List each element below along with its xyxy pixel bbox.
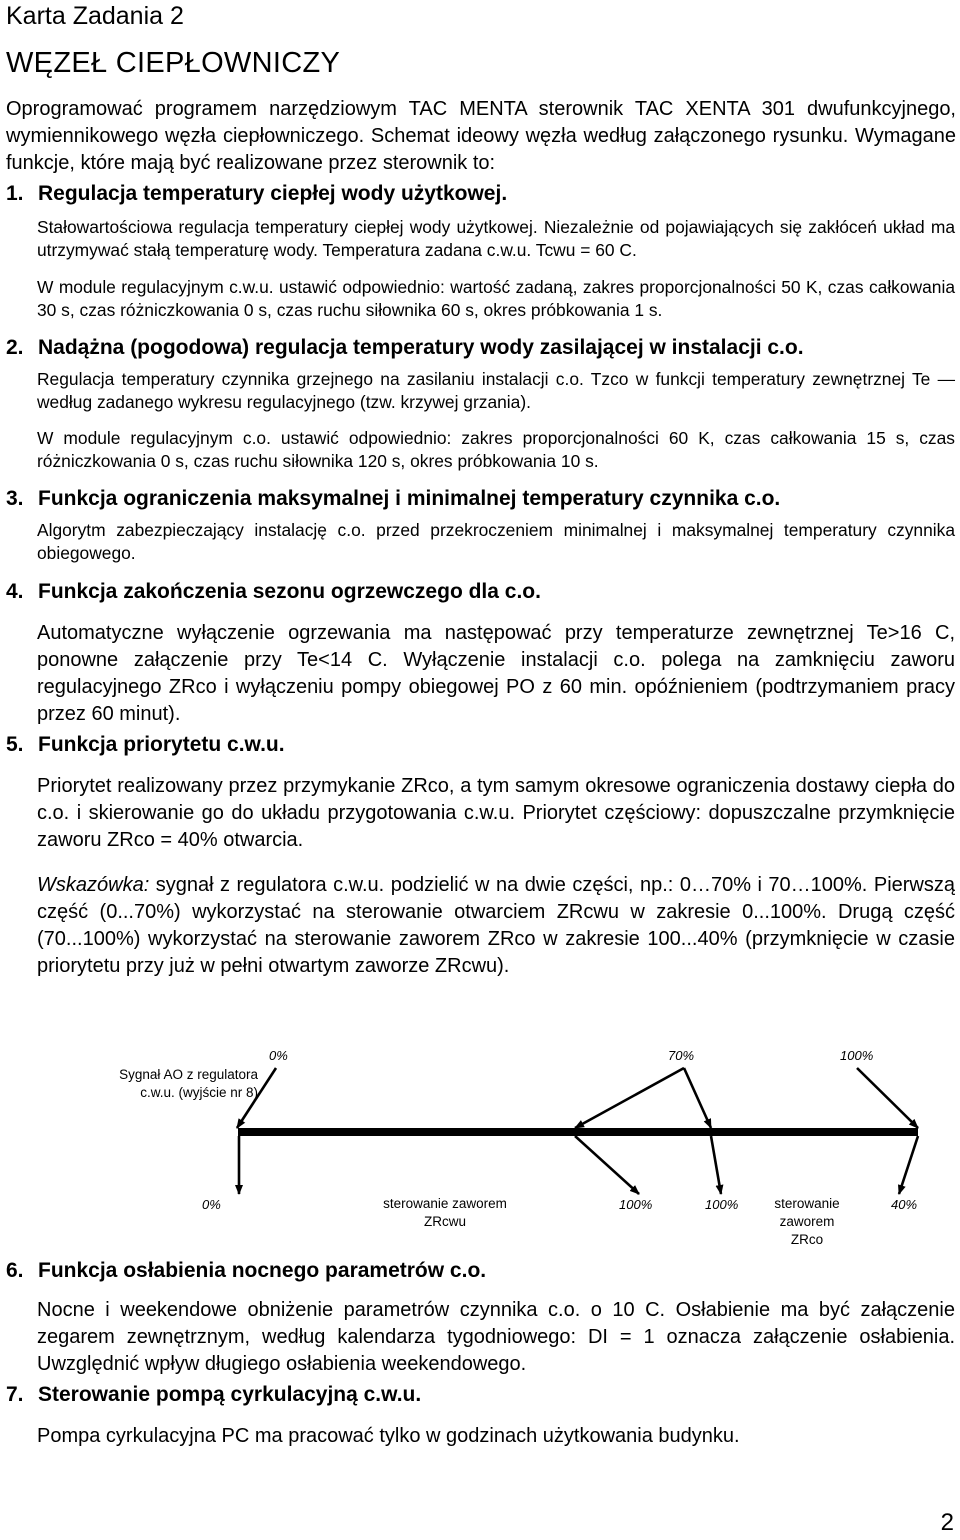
section-title: Funkcja ograniczenia maksymalnej i minimalnej temperatury czynnika c.o. — [38, 487, 781, 510]
section-number: 2. — [6, 336, 24, 359]
section-1-paragraph-1: Stałowartościowa regulacja temperatury ciepłej wody użytkowej. Niezależnie od pojawiających się zakłóceń układ ma utrzymywać stałą temperaturę wody. Temperatura zadana c.w.u. Tcwu = 60 C. — [37, 217, 955, 260]
section-3-paragraph: Algorytm zabezpieczający instalację c.o. przed przekroczeniem minimalnej i maksymalnej temperatury czynnika obiegowego. — [37, 520, 955, 563]
section-title: Funkcja zakończenia sezonu ogrzewczego dla c.o. — [38, 580, 541, 603]
section-title: Sterowanie pompą cyrkulacyjną c.w.u. — [38, 1383, 422, 1406]
section-number: 4. — [6, 580, 24, 603]
section-4-paragraph: Automatyczne wyłączenie ogrzewania ma następować przy temperaturze zewnętrznej Te>16 C, ponowne załączenie przy Te<14 C. Wyłączenie instalacji c.o. polega na zamknięciu zaworu regulacyjnego ZRco i wyłączeniu pompy obiegowej PO z 60 min. opóźnieniem (podtrzymaniem pracy przez 60 minut). — [37, 622, 955, 725]
zrcwu-label — [370, 1195, 520, 1231]
section-2-paragraph-1: Regulacja temperatury czynnika grzejnego na zasilaniu instalacji c.o. Tzco w funkcji temperatury zewnętrznej Te — według zadanego wykresu regulacyjnego (tzw. krzywej grzania). — [37, 369, 955, 412]
section-number: 6. — [6, 1259, 24, 1282]
section-4-heading — [6, 580, 956, 608]
arrow-zrcwu-100 — [575, 1136, 639, 1194]
top-label-100: 100% — [840, 1048, 874, 1063]
zrco-label-line-3: ZRco — [790, 1232, 824, 1247]
zrco-label-line-1: sterowanie — [774, 1196, 840, 1211]
section-5-heading — [6, 733, 956, 761]
section-title: Funkcja priorytetu c.w.u. — [38, 733, 285, 756]
section-7-paragraph: Pompa cyrkulacyjna PC ma pracować tylko w godzinach użytkowania budynku. — [37, 1425, 740, 1447]
arrow-100-top — [857, 1068, 918, 1128]
arrow-zrco-100 — [711, 1136, 721, 1194]
section-number: 3. — [6, 487, 24, 510]
section-7-heading — [6, 1383, 956, 1411]
section-2-heading — [6, 336, 956, 364]
section-number: 1. — [6, 182, 24, 205]
section-2-paragraph-2: W module regulacyjnym c.o. ustawić odpowiednio: zakres proporcjonalności 60 K, czas całkowania 15 s, czas różniczkowania 0 s, czas ruchu siłownika 120 s, okres próbkowania 10 s. — [37, 428, 955, 471]
top-label-0: 0% — [269, 1048, 288, 1063]
hint-label: Wskazówka: — [37, 874, 150, 896]
bottom-label-40: 40% — [891, 1197, 918, 1212]
zrco-label-line-2: zaworem — [779, 1214, 835, 1229]
section-6-heading — [6, 1259, 956, 1287]
document-title: Karta Zadania 2 — [6, 2, 184, 30]
section-6-paragraph: Nocne i weekendowe obniżenie parametrów czynnika c.o. o 10 C. Osłabienie ma być załączenie zegarem zewnętrznym, według kalendarza tygodniowego: DI = 1 oznacza załączenie osłabienia. Uwzględnić wpływ długiego osłabienia weekendowego. — [37, 1299, 955, 1375]
section-5-paragraph: Priorytet realizowany przez przymykanie ZRco, a tym samym okresowe ograniczenia dostawy ciepła do c.o. i skierowanie go do układu przygotowania c.w.u. Priorytet częściowy: dopuszczalne przymknięcie zaworu ZRco = 40% otwarcia. — [37, 775, 955, 851]
section-number: 7. — [6, 1383, 24, 1406]
signal-source-line-2: c.w.u. (wyjście nr 8) — [140, 1085, 258, 1100]
top-label-70: 70% — [668, 1048, 695, 1063]
bottom-label-0: 0% — [202, 1197, 221, 1212]
section-title: Regulacja temperatury ciepłej wody użytkowej. — [38, 182, 508, 205]
section-5-hint — [37, 872, 955, 980]
intro-paragraph: Oprogramować programem narzędziowym TAC MENTA sterownik TAC XENTA 301 dwufunkcyjnego, wymiennikowego węzła ciepłowniczego. Schemat ideowy węzła według załączonego rysunku. Wymagane funkcje, które mają być realizowane przez sterownik to: — [6, 98, 956, 174]
hint-text: sygnał z regulatora c.w.u. podzielić w na dwie części, np.: 0…70% i 70…100%. Pierwszą część (0...70%) wykorzystać na sterowanie otwarciem ZRcwu w zakresie 0...100%. Drugą część (70...100%) wykorzystać na sterowanie zaworem ZRco w zakresie 100...40% (przymknięcie w czasie priorytetu przy już w pełni otwartym zaworze ZRcwu). — [37, 874, 955, 977]
zrcwu-label-line-2: ZRcwu — [423, 1214, 466, 1229]
zrco-label — [767, 1195, 847, 1249]
section-title: Nadążna (pogodowa) regulacja temperatury wody zasilającej w instalacji c.o. — [38, 336, 804, 359]
section-1-heading — [6, 182, 956, 210]
bottom-label-100-zrcwu: 100% — [619, 1197, 653, 1212]
section-3-heading — [6, 487, 956, 515]
section-title: Funkcja osłabienia nocnego parametrów c.o. — [38, 1259, 487, 1282]
signal-source-line-1: Sygnał AO z regulatora — [119, 1067, 258, 1082]
arrow-70-right — [684, 1068, 711, 1128]
bottom-label-100-zrco: 100% — [705, 1197, 739, 1212]
arrow-70-left — [575, 1068, 684, 1128]
section-1-paragraph-2: W module regulacyjnym c.w.u. ustawić odpowiednio: wartość zadaną, zakres proporcjonalności 50 K, czas całkowania 30 s, czas różniczkowania 0 s, czas ruchu siłownika 60 s, okres próbkowania 1 s. — [37, 277, 955, 320]
document-subtitle: WĘZEŁ CIEPŁOWNICZY — [6, 47, 341, 79]
page-number: 2 — [940, 1509, 954, 1536]
section-number: 5. — [6, 733, 24, 756]
arrow-40-bottom — [899, 1136, 918, 1194]
signal-source-label — [118, 1066, 258, 1102]
zrcwu-label-line-1: sterowanie zaworem — [383, 1196, 507, 1211]
